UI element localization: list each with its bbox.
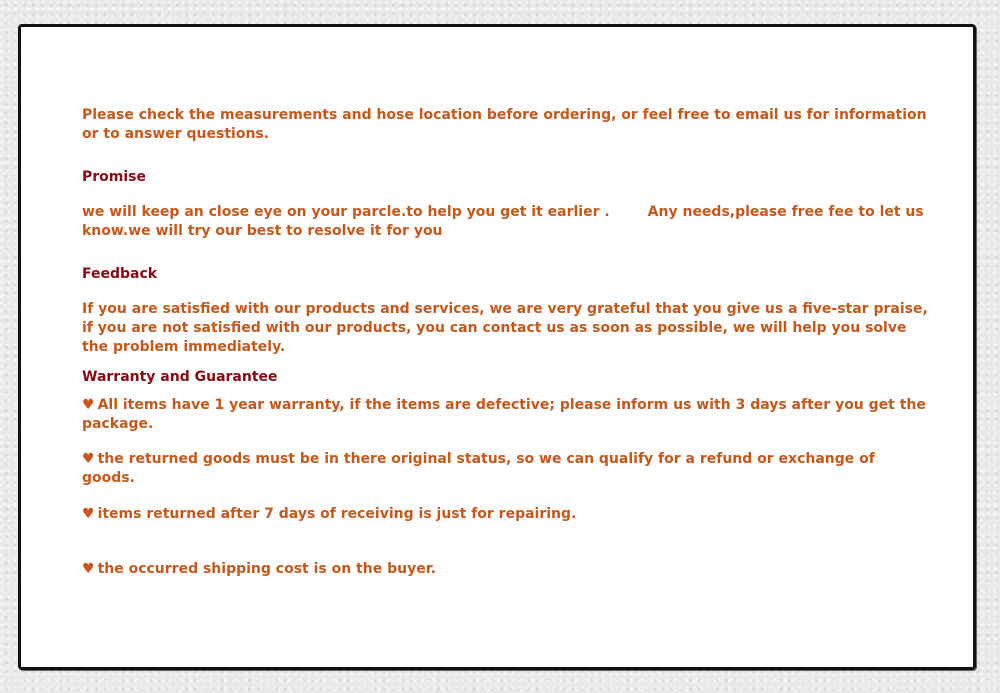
promise-text <box>82 203 932 241</box>
intro-text: Please check the measurements and hose location before ordering, or feel free to email us for information or to answer questions. <box>82 107 927 142</box>
promise-text-part1: we will keep an close eye on your parcle.to help you get it earlier . <box>82 204 610 220</box>
heart-icon: ♥ <box>82 561 95 577</box>
promise-heading: Promise <box>82 169 146 185</box>
warranty-heading: Warranty and Guarantee <box>82 369 278 385</box>
warranty-item <box>82 396 932 434</box>
warranty-item-text: the occurred shipping cost is on the buyer. <box>97 561 436 577</box>
warranty-item-text: the returned goods must be in there original status, so we can qualify for a refund or exchange of goods. <box>82 451 875 486</box>
heart-icon: ♥ <box>82 451 95 467</box>
feedback-heading: Feedback <box>82 266 158 282</box>
warranty-item-text: items returned after 7 days of receiving is just for repairing. <box>97 506 577 522</box>
warranty-item <box>82 450 932 488</box>
feedback-text: If you are satisfied with our products and services, we are very grateful that you give us a five-star praise, if you are not satisfied with our products, you can contact us as soon as possible, we will help you solve the problem immediately. <box>82 301 928 355</box>
warranty-item <box>82 505 932 524</box>
warranty-item-text: All items have 1 year warranty, if the items are defective; please inform us with 3 days after you get the package. <box>82 397 926 432</box>
heart-icon: ♥ <box>82 506 95 522</box>
warranty-item <box>82 560 932 579</box>
promise-text-part2: Any needs,please free fee to let us know.we will try our best to resolve it for you <box>82 204 924 239</box>
heart-icon: ♥ <box>82 397 95 413</box>
